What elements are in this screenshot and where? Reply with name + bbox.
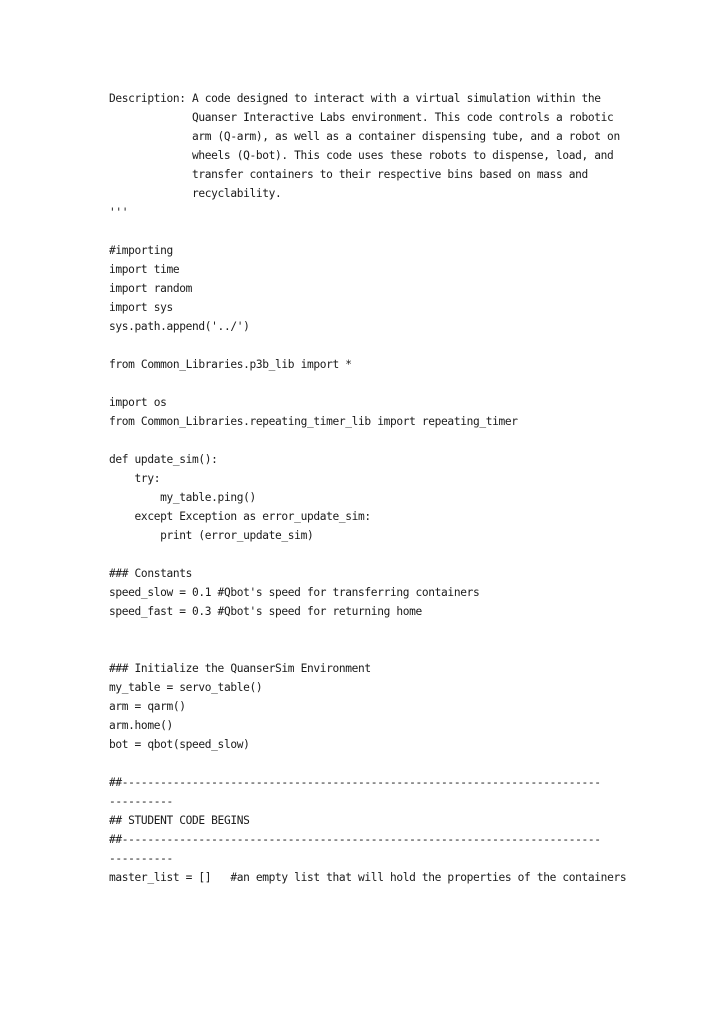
code-comment: ### Constants [109, 567, 193, 580]
divider-line: ---------- [109, 795, 173, 808]
description-row-1 [109, 89, 619, 108]
description-line: arm (Q-arm), as well as a container dispensing tube, and a robot on [192, 130, 620, 143]
code-line: my_table = servo_table() [109, 681, 263, 694]
code-line: import os [109, 396, 167, 409]
divider-line: ##--------------------------------------------------------------------------- [109, 776, 601, 789]
code-comment: ### Initialize the QuanserSim Environment [109, 662, 371, 675]
code-line: from Common_Libraries.repeating_timer_lib import repeating_timer [109, 415, 518, 428]
description-row-4 [109, 146, 619, 165]
code-line: try: [109, 472, 161, 485]
code-line: speed_fast = 0.3 #Qbot's speed for returning home [109, 605, 422, 618]
code-line: sys.path.append('../') [109, 320, 250, 333]
divider-line: ---------- [109, 852, 173, 865]
code-comment: #importing [109, 244, 173, 257]
code-line: import time [109, 263, 180, 276]
code-line: speed_slow = 0.1 #Qbot's speed for transferring containers [109, 586, 480, 599]
description-line: A code designed to interact with a virtual simulation within the [192, 92, 601, 105]
code-line: arm = qarm() [109, 700, 186, 713]
description-line: Quanser Interactive Labs environment. This code controls a robotic [192, 111, 614, 124]
code-line: import sys [109, 301, 173, 314]
description-row-6 [109, 184, 619, 203]
code-line: except Exception as error_update_sim: [109, 510, 371, 523]
code-line: master_list = [] #an empty list that will hold the properties of the containers [109, 871, 627, 884]
code-listing [109, 89, 627, 887]
description-row-3 [109, 127, 619, 146]
code-line: print (error_update_sim) [109, 529, 314, 542]
code-line: def update_sim(): [109, 453, 218, 466]
docstring-close: ''' [109, 206, 129, 219]
description-line: recyclability. [192, 187, 282, 200]
description-row-5 [109, 165, 619, 184]
code-line: arm.home() [109, 719, 173, 732]
code-line: bot = qbot(speed_slow) [109, 738, 250, 751]
description-row-2 [109, 108, 619, 127]
description-line: wheels (Q-bot). This code uses these robots to dispense, load, and [192, 149, 614, 162]
code-line: my_table.ping() [109, 491, 256, 504]
description-label: Description: [109, 92, 186, 105]
divider-line: ##--------------------------------------------------------------------------- [109, 833, 601, 846]
code-line: import random [109, 282, 193, 295]
code-line: from Common_Libraries.p3b_lib import * [109, 358, 352, 371]
description-line: transfer containers to their respective bins based on mass and [192, 168, 588, 181]
code-comment: ## STUDENT CODE BEGINS [109, 814, 250, 827]
